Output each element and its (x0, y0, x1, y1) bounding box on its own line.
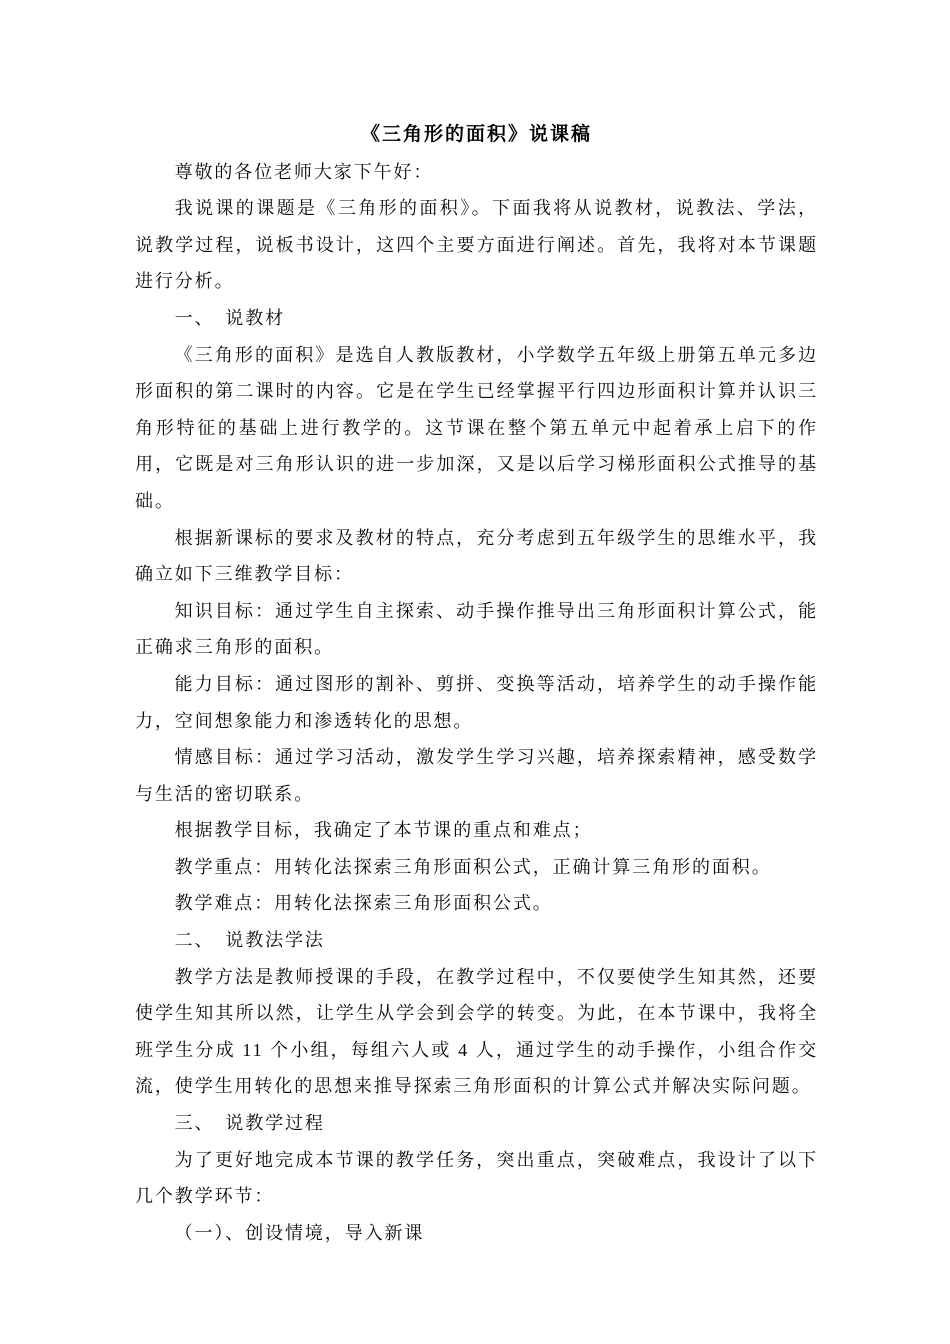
paragraph-teaching-focus: 教学重点：用转化法探索三角形面积公式，正确计算三角形的面积。 (174, 856, 772, 877)
paragraph-process-intro: 为了更好地完成本节课的教学任务，突出重点，突破难点，我设计了以下几个教学环节： (135, 1149, 818, 1207)
section-heading-teaching-material: 一、 说教材 (174, 307, 285, 328)
paragraph-material-analysis: 《三角形的面积》是选自人教版教材，小学数学五年级上册第五单元多边形面积的第二课时的内容。它是在学生已经掌握平行四边形面积计算并认识三角形特征的基础上进行教学的。这节课在整个第五单元中起着承上启下的作用，它既是对三角形认识的进一步加深，又是以后学习梯形面积公式推导的基础。 (135, 344, 818, 511)
document-title: 《三角形的面积》说课稿 (360, 124, 592, 145)
paragraph-emotion-goal: 情感目标：通过学习活动，激发学生学习兴趣，培养探索精神，感受数学与生活的密切联系。 (135, 747, 818, 804)
paragraph-key-points-intro: 根据教学目标，我确定了本节课的重点和难点； (174, 820, 593, 841)
paragraph-methods-detail: 教学方法是教师授课的手段，在教学过程中，不仅要使学生知其然，还要使学生知其所以然，让学生从学会到会学的转变。为此，在本节课中，我将全班学生分成 11 个小组，每组六人或 4 人，通过学生的动手操作，小组合作交流，使学生用转化的思想来推导探索三角形面积的计算公式并解决实际问题。 (135, 966, 818, 1097)
subsection-heading-create-situation: （一）、创设情境，导入新课 (174, 1222, 425, 1243)
paragraph-greeting: 尊敬的各位老师大家下午好： (174, 161, 434, 182)
paragraph-goals-intro: 根据新课标的要求及教材的特点，充分考虑到五年级学生的思维水平，我确立如下三维教学目标： (135, 527, 818, 585)
document-body (135, 117, 818, 1251)
paragraph-ability-goal: 能力目标：通过图形的割补、剪拼、变换等活动，培养学生的动手操作能力，空间想象能力和渗透转化的思想。 (135, 673, 818, 731)
section-heading-teaching-methods: 二、 说教法学法 (174, 930, 325, 951)
section-heading-teaching-process: 三、 说教学过程 (174, 1113, 325, 1134)
paragraph-teaching-difficulty: 教学难点：用转化法探索三角形面积公式。 (174, 893, 553, 914)
paragraph-knowledge-goal: 知识目标：通过学生自主探索、动手操作推导出三角形面积计算公式，能正确求三角形的面积。 (135, 600, 818, 658)
paragraph-intro: 我说课的课题是《三角形的面积》。下面我将从说教材，说教法、学法，说教学过程，说板书设计，这四个主要方面进行阐述。首先，我将对本节课题进行分析。 (135, 198, 818, 292)
